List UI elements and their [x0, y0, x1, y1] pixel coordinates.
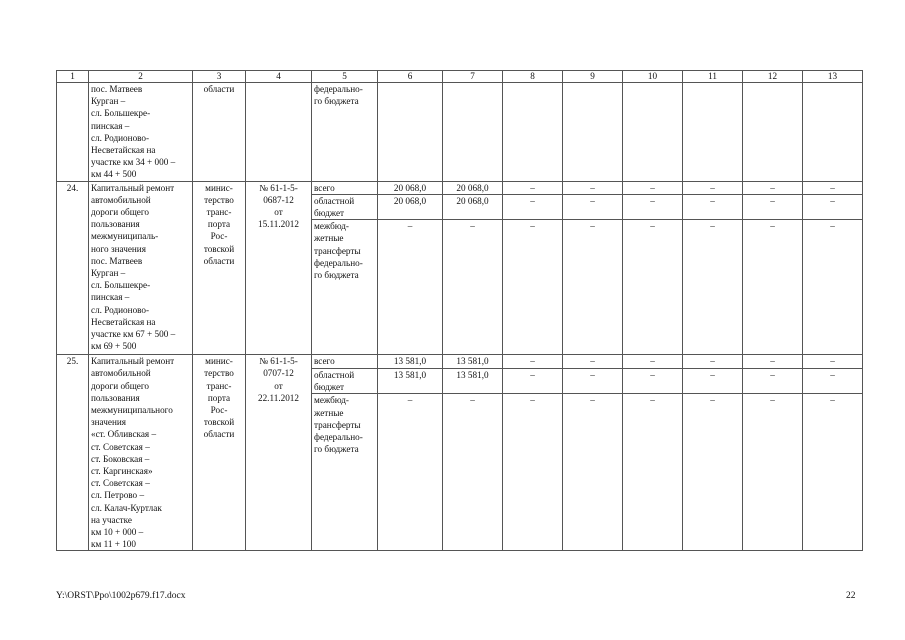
budget-table [56, 70, 863, 551]
text-line: области [203, 84, 235, 94]
text-line: пользования [91, 392, 140, 403]
cell-document [246, 355, 312, 551]
text-line: сл. Большекре- [91, 280, 151, 291]
cell-value-col-13: – [803, 220, 863, 355]
text-line: порта [207, 219, 231, 230]
table-body [57, 71, 863, 551]
column-number-5: 5 [312, 71, 378, 83]
cell-object-name [89, 83, 193, 182]
cell-value-col-9: – [563, 181, 623, 194]
cell-value-col-10: – [623, 355, 683, 368]
cell-source-label [312, 355, 378, 368]
text-line: бюджет [314, 381, 345, 392]
footer-page-number: 22 [846, 591, 856, 601]
text-line: ст. Боковская – [91, 453, 150, 464]
cell-value-col-13: – [803, 368, 863, 394]
cell-value-col-6: 13 581,0 [378, 355, 443, 368]
text-line: областной [314, 195, 355, 206]
cell-value-col-9: – [563, 355, 623, 368]
text-line: Рос- [210, 231, 228, 242]
column-number-11: 11 [683, 71, 743, 83]
cell-value-col-9: – [563, 194, 623, 219]
cell-document [246, 83, 312, 182]
text-line: межбюд- [314, 221, 349, 232]
cell-value-col-11: – [683, 355, 743, 368]
cell-value-col-7: 13 581,0 [443, 368, 503, 394]
cell-value-col-12: – [743, 220, 803, 355]
text-line: км 10 + 000 – [91, 527, 144, 538]
text-line: минис- [205, 182, 233, 193]
cell-value-col-8: – [503, 355, 563, 368]
text-line: км 69 + 500 [91, 341, 137, 352]
cell-value-col-8: – [503, 394, 563, 551]
cell-num: 24. [57, 181, 89, 355]
text-line: 22.11.2012 [257, 392, 299, 403]
cell-value-col-10: – [623, 220, 683, 355]
cell-value-col-12: – [743, 181, 803, 194]
cell-value-col-13: – [803, 181, 863, 194]
cell-value-col-6: 20 068,0 [378, 194, 443, 219]
cell-num: 25. [57, 355, 89, 551]
text-line: Капитальный ремонт [91, 356, 175, 367]
text-line: сл. Петрово – [91, 490, 145, 501]
text-line: сл. Калач-Куртлак [91, 502, 162, 513]
text-line: федерально- [314, 257, 363, 268]
cell-document [246, 181, 312, 355]
text-line: пинская – [91, 120, 130, 131]
text-line: автомобильной [91, 368, 151, 379]
text-line: пос. Матвеев [91, 84, 143, 94]
cell-value-col-11: – [683, 220, 743, 355]
text-line: межмуниципального [91, 405, 173, 416]
text-line: сл. Родионово- [91, 132, 150, 143]
text-line: федерально- [314, 431, 363, 442]
cell-value-col-6: 20 068,0 [378, 181, 443, 194]
cell-value-col-13: – [803, 194, 863, 219]
text-line: федерально- [314, 84, 363, 94]
text-line: «ст. Обливская – [91, 429, 157, 440]
cell-value-col-8: – [503, 194, 563, 219]
cell-value-col-10: – [623, 368, 683, 394]
column-number-4: 4 [246, 71, 312, 83]
cell-col-13 [803, 83, 863, 182]
text-line: межмуниципаль- [91, 231, 159, 242]
cell-object-name [89, 181, 193, 355]
cell-value-col-11: – [683, 368, 743, 394]
table-row [57, 355, 863, 368]
cell-value-col-7: 20 068,0 [443, 181, 503, 194]
text-line: терство [204, 368, 234, 379]
cell-col-7 [443, 83, 503, 182]
text-line: дороги общего [91, 380, 149, 391]
cell-value-col-12: – [743, 194, 803, 219]
cell-value-col-8: – [503, 181, 563, 194]
cell-source-label [312, 181, 378, 194]
cell-value-col-7: 13 581,0 [443, 355, 503, 368]
column-number-7: 7 [443, 71, 503, 83]
text-line: жетные [314, 407, 344, 418]
text-line: всего [314, 356, 335, 367]
text-line: от [274, 380, 283, 391]
cell-value-col-8: – [503, 220, 563, 355]
text-line: товской [203, 417, 235, 428]
text-line: Курган – [91, 268, 126, 279]
text-line: областной [314, 369, 355, 380]
column-number-2: 2 [89, 71, 193, 83]
text-line: ст. Каргинская» [91, 466, 153, 477]
cell-value-col-9: – [563, 394, 623, 551]
text-line: Капитальный ремонт [91, 182, 175, 193]
cell-value-col-6: – [378, 220, 443, 355]
header-row [57, 71, 863, 83]
cell-value-col-9: – [563, 368, 623, 394]
text-line: транс- [206, 380, 232, 391]
cell-organization [193, 83, 246, 182]
text-line: пользования [91, 219, 140, 230]
continuation-row [57, 83, 863, 182]
cell-value-col-10: – [623, 194, 683, 219]
cell-value-col-12: – [743, 355, 803, 368]
text-line: сл. Большекре- [91, 108, 151, 119]
text-line: го бюджета [314, 96, 359, 107]
cell-organization [193, 355, 246, 551]
footer-file-path: Y:\ORST\Ppo\1002p679.f17.docx [56, 591, 186, 601]
table-row [57, 181, 863, 194]
cell-object-name [89, 355, 193, 551]
text-line: го бюджета [314, 270, 359, 281]
cell-value-col-7: – [443, 220, 503, 355]
cell-col-8 [503, 83, 563, 182]
text-line: Несветайская на [91, 145, 156, 156]
cell-value-col-9: – [563, 220, 623, 355]
cell-source-label [312, 220, 378, 355]
text-line: сл. Родионово- [91, 304, 150, 315]
cell-source-label [312, 194, 378, 219]
cell-value-col-11: – [683, 394, 743, 551]
cell-source-label [312, 368, 378, 394]
text-line: 15.11.2012 [257, 219, 299, 230]
cell-source-label [312, 394, 378, 551]
cell-value-col-10: – [623, 181, 683, 194]
text-line: товской [203, 243, 235, 254]
column-number-3: 3 [193, 71, 246, 83]
text-line: значения [91, 417, 127, 428]
text-line: межбюд- [314, 395, 349, 406]
cell-value-col-6: 13 581,0 [378, 368, 443, 394]
cell-col-9 [563, 83, 623, 182]
text-line: трансферты [314, 245, 361, 256]
text-line: 0687-12 [263, 194, 294, 205]
cell-value-col-6: – [378, 394, 443, 551]
cell-value-col-13: – [803, 394, 863, 551]
text-line: № 61-1-5- [259, 356, 298, 367]
cell-value-col-7: – [443, 394, 503, 551]
text-line: терство [204, 194, 234, 205]
text-line: № 61-1-5- [259, 182, 298, 193]
text-line: км 44 + 500 [91, 169, 137, 180]
cell-value-col-13: – [803, 355, 863, 368]
text-line: области [203, 429, 235, 440]
column-number-13: 13 [803, 71, 863, 83]
cell-value-col-10: – [623, 394, 683, 551]
cell-value-col-12: – [743, 368, 803, 394]
column-number-9: 9 [563, 71, 623, 83]
cell-col-11 [683, 83, 743, 182]
text-line: км 11 + 100 [91, 539, 136, 550]
text-line: дороги общего [91, 207, 149, 218]
text-line: бюджет [314, 208, 345, 219]
cell-source [312, 83, 378, 182]
cell-organization [193, 181, 246, 355]
text-line: участке км 34 + 000 – [91, 157, 176, 168]
text-line: Курган – [91, 96, 126, 107]
text-line: транс- [206, 207, 232, 218]
text-line: пинская – [91, 292, 130, 303]
cell-col-10 [623, 83, 683, 182]
cell-value-col-12: – [743, 394, 803, 551]
cell-col-12 [743, 83, 803, 182]
text-line: ст. Советская – [91, 441, 150, 452]
cell-value-col-7: 20 068,0 [443, 194, 503, 219]
column-number-8: 8 [503, 71, 563, 83]
cell-num [57, 83, 89, 182]
text-line: Несветайская на [91, 316, 156, 327]
text-line: на участке [91, 514, 132, 525]
column-number-10: 10 [623, 71, 683, 83]
cell-value-col-11: – [683, 181, 743, 194]
text-line: трансферты [314, 419, 361, 430]
cell-value-col-8: – [503, 368, 563, 394]
text-line: ного значения [91, 243, 146, 254]
text-line: жетные [314, 233, 344, 244]
column-number-1: 1 [57, 71, 89, 83]
text-line: от [274, 207, 283, 218]
cell-col-6 [378, 83, 443, 182]
text-line: всего [314, 182, 335, 193]
column-number-12: 12 [743, 71, 803, 83]
text-line: ст. Советская – [91, 478, 150, 489]
text-line: пос. Матвеев [91, 255, 143, 266]
text-line: участке км 67 + 500 – [91, 329, 176, 340]
text-line: порта [207, 392, 231, 403]
text-line: го бюджета [314, 444, 359, 455]
cell-value-col-11: – [683, 194, 743, 219]
text-line: автомобильной [91, 194, 151, 205]
text-line: Рос- [210, 405, 228, 416]
column-number-6: 6 [378, 71, 443, 83]
text-line: 0707-12 [263, 368, 294, 379]
text-line: области [203, 255, 235, 266]
text-line: минис- [205, 356, 233, 367]
